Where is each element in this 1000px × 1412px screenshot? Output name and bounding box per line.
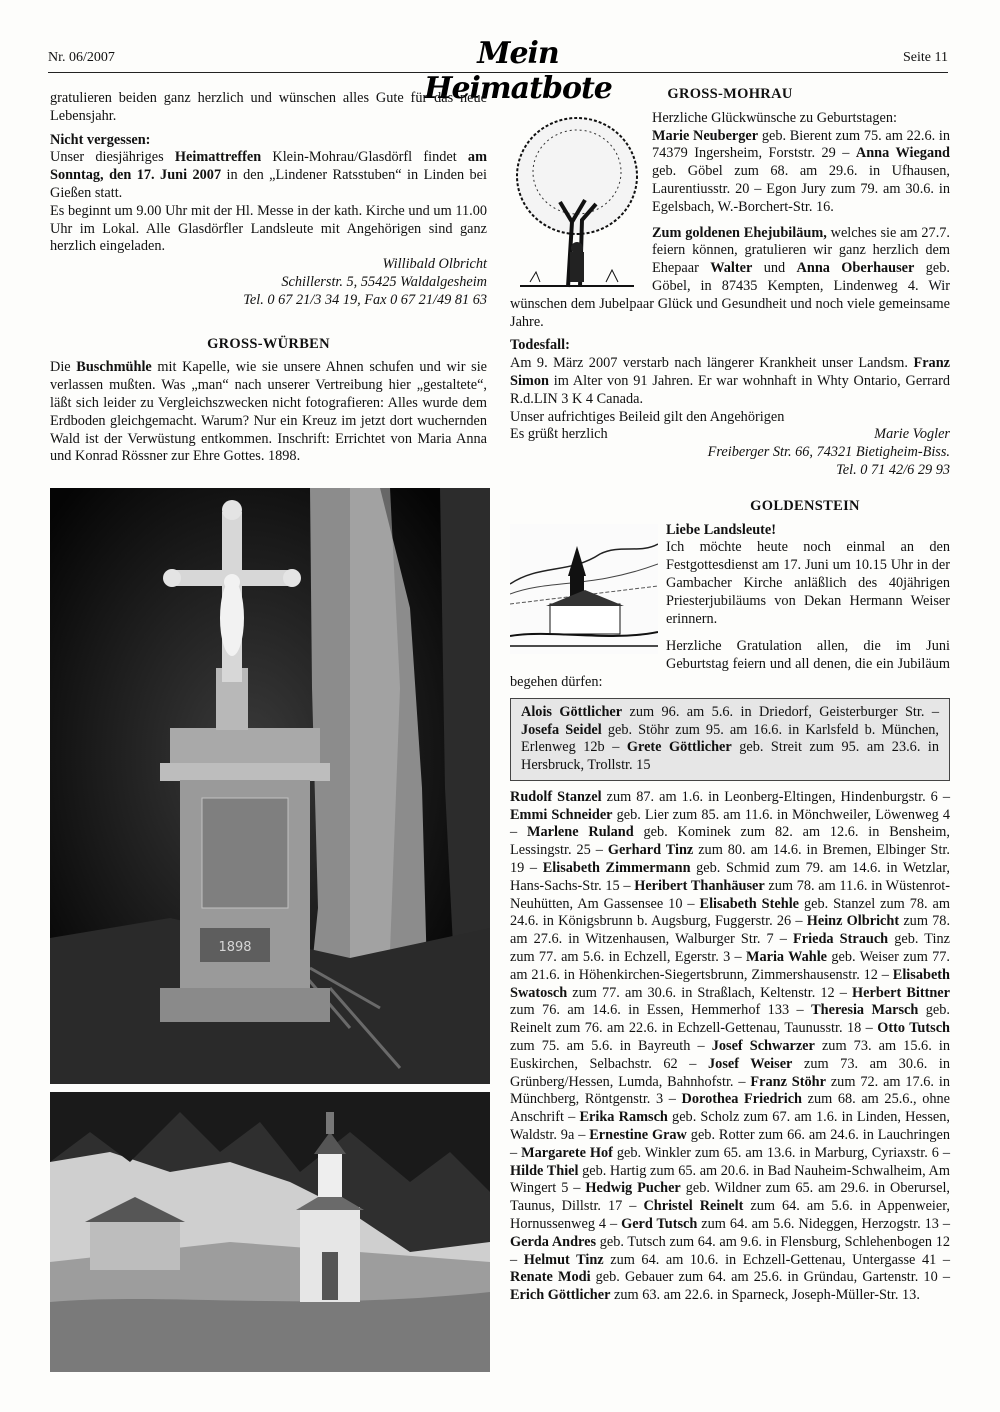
golden-anniversary: Zum goldenen Ehejubiläum, welches sie am 27.7. feiern können, gratulieren wir ganz herzlich dem Ehepaar Walter und Anna Oberhauser geb. Göbel, in 87435 Kempten, Lindenweg 4. Wir wünschen dem Jubelpaar Glück und Gesundheit und noch viele gemeinsame Jahre. [510,224,950,330]
birthday-details: zum 75. am 5.6. in Bayreuth – [510,1038,712,1055]
greeting-line: Es grüßt herzlich Marie Vogler [510,426,950,443]
masthead-logo: Mein Heimatbote [424,36,612,106]
birthday-name: Helmut Tinz [523,1251,604,1268]
buschmuehle-text: Die Buschmühle mit Kapelle, wie sie unsere Ahnen schufen und wir sie verlassen mußten. Was „man“ nach unserer Vertreibung hier „gestaltete“, läßt sich leider zu Vergleichszwecken nicht fotografieren: Alles wurde dem Erdboden gleichgemacht. Warum? Nur ein Kreuz im jetzt dort wuchernden Wald ist der Verwüstung entkommen. Inschrift: Errichtet von Maria Anna und Konrad Rössner zur Ehre Gottes. 1898. [50,359,488,465]
birthday-details: geb. Schmid zum 79. am 14.6. in Wetzlar, Hans-Sachs-Str. 15 – [510,860,950,894]
birthday-details: zum 72. am 17.6. in Münchberg, Röntgenstr. 3 – [510,1073,950,1108]
birthday-name: Gerd Tutsch [621,1216,698,1233]
birthday-details: geb. Lier zum 85. am 11.6. in Mönchweiler, Löwenweg 4 – [510,806,950,841]
goldenstein-paragraph-2: Herzliche Gratulation allen, die im Juni Geburtstag feiern und all denen, die ein Jubiläum begehen dürfen: [510,638,950,690]
birthday-details: geb. Kominek zum 82. am 12.6. in Bensheim, Lessingstr. 25 – [510,824,950,859]
issue-number: Nr. 06/2007 [48,50,115,65]
birthday-name: Elisabeth Swatosch [510,966,950,1001]
birthday-name: Dorothea Friedrich [681,1091,803,1108]
birthday-details: geb. Rotter zum 66. am 24.6. in Lauchringen – [510,1127,950,1161]
birthday-details: zum 64. am 5.6. in Appenweier, Hornussenweg 4 – [510,1198,950,1233]
birthday-details: geb. Hartig zum 65. am 20.6. in Bad Nauheim-Schwalheim, Am Wingert 5 – [510,1162,950,1197]
birthday-list [510,789,950,1305]
birthday-name: Erika Ramsch [579,1109,668,1126]
goldenstein-paragraph-1: Ich möchte heute noch einmal an den Festgottesdienst am 17. Juni um 10.15 Uhr in der Gambacher Kirche anläßlich des 40jährigen Priesterjubiläums von Dekan Hermann Weiser erinnern. [666,539,950,627]
condolence: Unser aufrichtiges Beileid gilt den Angehörigen [510,408,785,425]
birthday-name: Josef Schwarzer [711,1038,815,1055]
death-notice: Am 9. März 2007 verstarb nach längerer Krankheit unser Landsm. Franz Simon im Alter von 91 Jahren. Er war wohnhaft in Whty Ontario, Gerrard R.d.LIN 3 K 4 Canada. [510,355,950,407]
section-title-gross-mohrau: GROSS-MOHRAU [667,86,793,102]
birthday-details: zum 64. am 10.6. in Echzell-Gettenau, Untergasse 41 – [603,1251,950,1268]
birthday-name: Renate Modi [510,1269,591,1286]
birthday-name: Maria Wahle [745,949,828,966]
birthday-details: geb. Tutsch zum 64. am 9.6. in Flensburg, Schlehenbogen 12 – [510,1233,950,1268]
birthday-details: zum 87. am 1.6. in Leonberg-Eltingen, Hindenburgstr. 6 – [601,788,950,805]
section-title-gross-wuerben: GROSS-WÜRBEN [207,335,330,352]
death-signature: Marie Vogler [874,426,950,443]
birthday-name: Frieda Strauch [793,931,889,948]
birthday-details: geb. Gebauer zum 64. am 25.6. in Gründau, Gartenstr. 10 – [590,1269,950,1286]
reminder-details: Es beginnt um 9.00 Uhr mit der Hl. Messe in der kath. Kirche und um 11.00 Uhr im Lokal. Alle Glasdörfler Landsleute mit Angehörigen sind ganz herzlich eingeladen. [50,202,487,255]
birthday-name: Heinz Olbricht [806,913,900,930]
gross-mohrau-intro: Herzliche Glückwünsche zu Geburtstagen: [652,109,897,126]
birthday-name: Otto Tutsch [877,1020,950,1037]
header-rule [48,72,948,73]
birthday-details: geb. Wildner zum 65. am 29.6. in Oberursel, Taunus, Dillstr. 17 – [510,1180,950,1215]
birthday-name: Rudolf Stanzel [510,788,602,805]
birthday-name: Christel Reinelt [643,1198,744,1215]
birthday-details: geb. Reinelt zum 76. am 22.6. in Echzell-Gettenau, Taunusstr. 18 – [510,1002,951,1037]
chapel-photo [50,1092,490,1372]
right-column [510,86,951,1305]
birthday-name: Heribert Thanhäuser [634,877,765,894]
birthday-details: zum 76. am 14.6. in Essen, Hemmerhof 133 – [510,1002,812,1019]
phone-line: Tel. 0 67 21/3 34 19, Fax 0 67 21/49 81 63 [243,291,487,308]
birthday-details: zum 78. am 27.6. in Witzenhausen, Walburger Str. 7 – [510,913,951,948]
cross-photo [50,488,490,1084]
death-address: Freiberger Str. 66, 74321 Bietigheim-Biss. [707,444,950,461]
highlight-box: Alois Göttlicher zum 96. am 5.6. in Driedorf, Geisterburger Str. – Josefa Seidel geb. Stöhr zum 95. am 16.6. in Karlsfeld b. München, Erlenweg 12b – Grete Göttlicher geb. Streit zum 95. am 23.6. in Hersbruck, Trollstr. 15 [510,698,950,781]
birthday-details: zum 64. am 5.6. Nideggen, Herzogstr. 13 – [697,1216,950,1233]
birthday-details: geb. Stanzel zum 78. am 24.6. in Königsbrunn b. Augsburg, Fuggerstr. 26 – [510,895,951,930]
page-number: Seite 11 [903,50,948,65]
birthday-details: geb. Tinz zum 77. am 5.6. in Echzell, Egerstr. 3 – [510,931,951,966]
birthday-details: zum 63. am 22.6. in Sparneck, Joseph-Müller-Str. 13. [610,1287,920,1304]
birthday-details: zum 77. am 30.6. in Straßlach, Keltenstr. 12 – [567,984,853,1001]
birthday-name: Marlene Ruland [526,824,634,841]
reminder-text: Unser diesjähriges Heimattreffen Klein-Mohrau/Glasdörfl findet am Sonntag, den 17. Juni 2007 in den „Lindener Ratsstuben“ in Linden bei Gießen statt. [50,149,487,201]
intro-text: gratulieren beiden ganz herzlich und wünschen alles Gute für das neue Lebensjahr. [50,90,487,124]
birthday-name: Elisabeth Zimmermann [542,860,691,877]
church-drawing [510,524,658,654]
birthday-name: Herbert Bittner [852,984,950,1001]
birthday-name: Gerda Andres [510,1233,597,1250]
goldenstein-salutation: Liebe Landsleute! [666,521,777,538]
birthday-name: Margarete Hof [521,1144,613,1161]
birthday-name: Gerhard Tinz [607,842,694,859]
death-heading: Todesfall: [510,337,570,354]
signature: Willibald Olbricht [382,256,487,273]
left-column [50,90,487,466]
tree-drawing [510,112,644,288]
birthday-name: Franz Stöhr [750,1073,826,1090]
birthday-details: zum 73. am 30.6. in Grünberg/Hessen, Lumda, Bahnhofstr. – [510,1055,950,1090]
birthday-details: geb. Winkler zum 65. am 13.6. in Marburg, Cyriaxstr. 6 – [612,1144,950,1161]
birthday-name: Hedwig Pucher [585,1180,681,1197]
birthday-details: zum 80. am 14.6. in Bremen, Elbinger Str. 19 – [510,842,950,877]
birthday-name: Theresia Marsch [811,1002,919,1019]
birthday-name: Josef Weiser [708,1055,793,1072]
address-line: Schillerstr. 5, 55425 Waldalgesheim [281,273,487,290]
birthday-details: zum 78. am 11.6. in Wüstenrot-Neuhütten, Am Gassensee 10 – [510,877,951,912]
birthday-name: Hilde Thiel [510,1162,579,1179]
birthday-name: Erich Göttlicher [510,1287,611,1304]
gross-mohrau-birthdays: Marie Neuberger geb. Bierent zum 75. am 22.6. in 74379 Ingersheim, Forststr. 29 – Anna Wiegand geb. Göbel zum 68. am 29.6. in Ufhausen, Laurentiusstr. 20 – Egon Jury zum 79. am 30.6. in Egelsbach, W.-Borchert-Str. 16. [652,127,951,215]
birthday-name: Emmi Schneider [510,806,613,823]
reminder-heading: Nicht vergessen: [50,131,151,148]
birthday-details: geb. Weiser zum 77. am 21.6. in Höhenkirchen-Siegertsbrunn, Zimmershausenstr. 12 – [510,949,950,983]
death-phone: Tel. 0 71 42/6 29 93 [836,461,950,478]
section-title-goldenstein: GOLDENSTEIN [750,497,860,514]
birthday-details: zum 68. am 25.6., ohne Anschrift – [510,1091,950,1126]
birthday-details: zum 73. am 15.6. in Euskirchen, Selbachstr. 62 – [510,1038,950,1072]
cross-inscription-year: 1898 [218,940,252,955]
birthday-name: Ernestine Graw [589,1127,687,1144]
birthday-name: Elisabeth Stehle [699,895,800,912]
birthday-details: geb. Scholz zum 67. am 1.6. in Linden, Hessen, Waldstr. 9a – [510,1109,950,1144]
